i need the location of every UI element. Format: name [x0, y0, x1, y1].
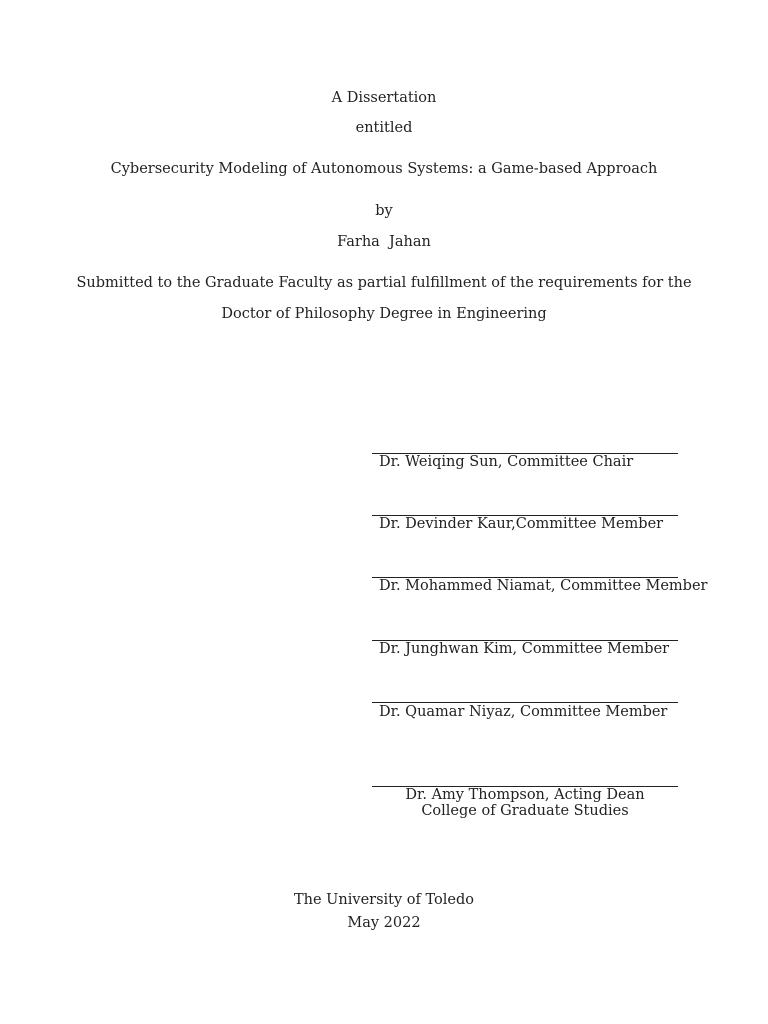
- entitled-label: entitled: [355, 120, 413, 136]
- by-label: by: [375, 203, 393, 219]
- submission-date: May 2022: [347, 915, 421, 931]
- committee-member: Dr. Devinder Kaur,Committee Member: [379, 516, 664, 532]
- author-name: Farha Jahan: [337, 234, 431, 250]
- degree-name: Doctor of Philosophy Degree in Engineering: [221, 306, 547, 322]
- dean-college: College of Graduate Studies: [421, 803, 629, 819]
- committee-member: Dr. Junghwan Kim, Committee Member: [379, 641, 670, 657]
- committee-member: Dr. Mohammed Niamat, Committee Member: [379, 578, 708, 594]
- committee-chair: Dr. Weiqing Sun, Committee Chair: [379, 454, 634, 470]
- submission-statement: Submitted to the Graduate Faculty as partial fulfillment of the requirements for the: [76, 275, 692, 291]
- dean-name: Dr. Amy Thompson, Acting Dean: [405, 787, 645, 803]
- committee-member: Dr. Quamar Niyaz, Committee Member: [379, 704, 668, 720]
- university-name: The University of Toledo: [293, 892, 475, 908]
- document-type: A Dissertation: [331, 90, 437, 106]
- dissertation-title: Cybersecurity Modeling of Autonomous Systems: a Game-based Approach: [110, 161, 658, 177]
